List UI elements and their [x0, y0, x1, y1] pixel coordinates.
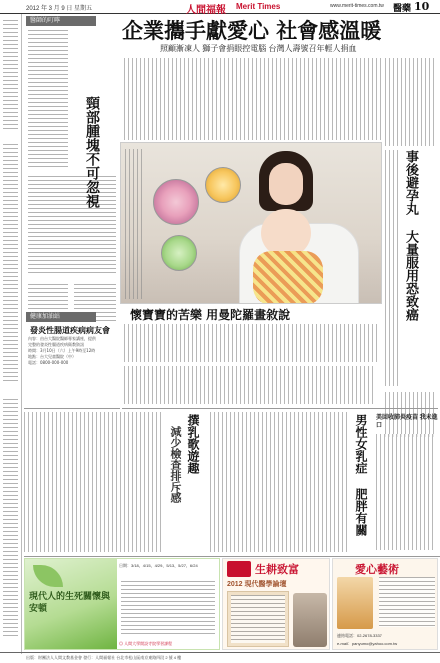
event-line: 內容：由台大醫院醫師專家講座，提供 — [28, 336, 96, 341]
masthead-logo-en: Merit Times — [236, 2, 281, 11]
ad-life-care-footer: ◎ 人間大學開設寺院學習課程 — [119, 641, 173, 646]
event-info — [28, 336, 118, 406]
ad-forum — [222, 558, 330, 650]
baby-clothes — [253, 251, 323, 304]
event-title: 發炎性腸道疾病病友會 — [30, 325, 110, 335]
article-title-neck-lump: 頸部腫塊不可忽視 — [84, 96, 100, 208]
ad-art-email: e-mail：panyumo@yahoo.com.tw — [337, 641, 398, 646]
top-story-body — [124, 58, 382, 140]
margin-text-block — [3, 20, 18, 130]
divider — [24, 408, 120, 409]
sub-headline: 照顧漸凍人 獅子會捐眼控電腦 台灣人壽號召年輕人捐血 — [160, 44, 357, 53]
mid-article-body — [124, 366, 376, 404]
ad-art-image — [337, 577, 373, 629]
ad-life-care-title: 現代人的生死關懷與安頓 — [29, 592, 111, 614]
lower-left-body — [24, 412, 164, 552]
masthead-date: 2012 年 3 月 9 日 星期五 — [26, 6, 93, 12]
main-photo — [120, 142, 382, 304]
mandala-painting — [161, 235, 197, 271]
divider — [24, 556, 440, 557]
ad-forum-subtitle: 2012 現代醫學論壇 — [227, 581, 287, 588]
ad-art-phone: 連絡電話：02-2678-3337 — [337, 633, 382, 638]
masthead-url: www.merit-times.com.tw — [330, 3, 384, 9]
section-tag-doctor-label: 醫師的叮嚀 — [30, 18, 61, 24]
article-title-vaccine: 美回收肺炎疫苗 我未進口 — [376, 415, 438, 429]
footer-bar — [0, 652, 440, 663]
main-headline: 企業攜手獻愛心 社會感溫暖 — [122, 18, 382, 43]
masthead-section: 醫藥 — [393, 4, 412, 14]
article-gynecomastia — [352, 412, 372, 552]
article-subtitle-breast-exam: 減少檢查排斥感 — [169, 426, 182, 503]
vaccine-body — [376, 434, 436, 550]
event-line: 完整的發炎性腸道疾病衛教資訊 — [28, 342, 84, 347]
photo-caption-vertical — [125, 149, 143, 299]
event-line: 地點：台大兒童醫院（中） — [28, 354, 76, 359]
margin-text-block — [3, 144, 18, 384]
ad-forum-portrait — [293, 593, 327, 647]
mid-article-body — [124, 324, 380, 362]
margin-text-block — [3, 399, 18, 639]
ad-forum-title: 生耕致富 — [255, 563, 299, 576]
article-title-contraceptive: 事後避孕丸 大量服用恐致癌 — [403, 150, 418, 321]
article-title-gynecomastia: 男性女乳症 肥胖有關 — [354, 414, 368, 536]
article-breast-exam — [166, 412, 206, 552]
mother-face — [269, 163, 303, 205]
article-vaccine — [374, 412, 440, 552]
mandala-painting — [153, 179, 199, 225]
event-line: 電話：0800-000-000 — [28, 360, 69, 365]
ad-art-title: 愛心藝術 — [355, 563, 399, 576]
ad-life-care — [24, 558, 220, 650]
left-margin-strip — [0, 14, 22, 654]
ad-forum-badge — [227, 561, 251, 577]
right-column — [385, 58, 440, 438]
ad-forum-details — [231, 595, 285, 643]
ad-life-care-details — [121, 581, 215, 637]
ad-art-details — [379, 577, 435, 627]
article-body — [28, 176, 116, 276]
lower-middle-body — [210, 412, 350, 552]
ad-art — [332, 558, 438, 650]
article-body — [28, 30, 68, 170]
divider — [122, 408, 438, 409]
section-tag-doctor — [26, 16, 96, 26]
right-article-body — [385, 58, 435, 146]
masthead-page-number: 10 — [414, 0, 430, 13]
event-line: 時間：3月10日（六）上午9時至12時 — [28, 348, 96, 353]
section-tag-health — [26, 312, 96, 322]
photo-caption: 懷寶寶的苦樂 用曼陀羅畫敘說 — [130, 308, 291, 322]
masthead — [0, 0, 440, 14]
footer-text: 出版：財團法人人間文教基金會 發行：人間福報社 台北市松山區南京東路四段 2 號 4 樓 — [26, 655, 182, 660]
right-article-body — [385, 150, 401, 386]
baby-figure — [261, 209, 311, 257]
article-title-breast-exam: 撰乳歌遊趣 — [186, 414, 200, 474]
mandala-painting — [205, 167, 241, 203]
masthead-logo: 人間福報 — [186, 5, 226, 16]
ad-life-care-dates: 日期：3/18、4/15、4/29、5/13、5/27、6/24 — [119, 563, 198, 568]
section-tag-health-label: 健康加油站 — [30, 314, 61, 320]
